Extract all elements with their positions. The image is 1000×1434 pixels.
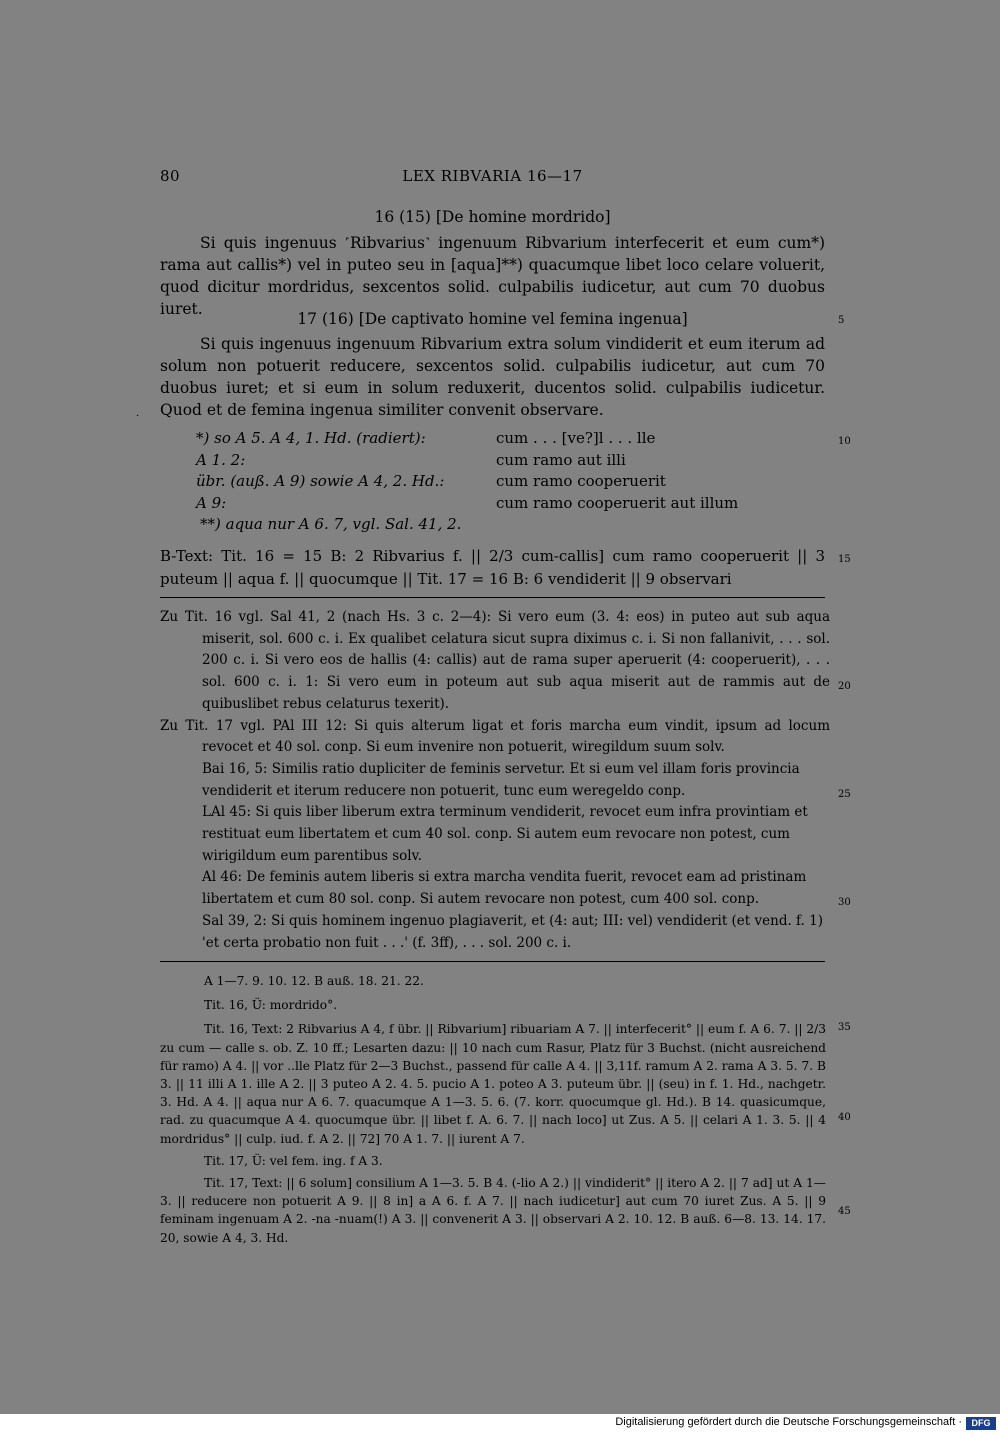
note: LAl 45: Si quis liber liberum extra terminum vendiderit, revocet eum infra provintiam et restituat eum libertatem et cum 40 sol. conp. Si autem eum revocare non potest, cum wirigildum eum parentibus solv. bbox=[202, 804, 808, 864]
note: Zu Tit. 16 vgl. Sal 41, 2 (nach Hs. 3 c. 2—4): Si vero eum (3. 4: eos) in puteo aut sub aqua miserit, sol. 600 c. i. Ex qualibet celatura sicut supra diximus c. i. Si non fallanivit, . . . sol. 200 c. i. Si vero eos de hallis (4: callis) aut de rama super aperuerit (4: cooperuerit), . . . sol. 600 c. i. 1: Si vero eum in poteum aut sub aqua miserit aut de rammis aut de quibuslibet rebus celaturus texerit). bbox=[160, 609, 830, 712]
apparatus-entry: Tit. 16, Ü: mordrido°. bbox=[204, 998, 338, 1013]
apparatus-entry: A 1—7. 9. 10. 12. B auß. 18. 21. 22. bbox=[204, 974, 424, 988]
text-16: Si quis ingenuus ˹Ribvarius˺ ingenuum Ribvarium interfecerit et eum cum*) rama aut callis*) vel in puteo seu in [aqua]**) quacumque libet loco celare voluerit, quod dicitur mordridus, sexcentos solid. culpabilis iudicetur, aut cum 70 duobus iuret. bbox=[160, 234, 825, 318]
variant-row bbox=[160, 514, 825, 536]
variant-right: cum . . . [ve?]l . . . lle bbox=[496, 429, 656, 447]
running-title: LEX RIBVARIA 16—17 bbox=[402, 167, 583, 185]
parallel-notes bbox=[160, 607, 830, 954]
variant-left: übr. (auß. A 9) sowie A 4, 2. Hd.: bbox=[196, 472, 445, 490]
b-text: B-Text: Tit. 16 = 15 B: 2 Ribvarius f. || 2/3 cum-callis] cum ramo cooperuerit || 3 puteum || aqua f. || quocumque || Tit. 17 = 16 B: 6 vendiderit || 9 observari bbox=[160, 547, 825, 588]
divider bbox=[160, 597, 825, 598]
apparatus-entry: Tit. 17, Ü: vel fem. ing. f A 3. bbox=[204, 1153, 383, 1168]
footer-credit: Digitalisierung gefördert durch die Deutsche Forschungsgemeinschaft · bbox=[615, 1416, 962, 1428]
variant-right: cum ramo aut illi bbox=[496, 450, 626, 469]
margin-mark: · bbox=[136, 411, 140, 422]
note: Sal 39, 2: Si quis hominem ingenuo plagiaverit, et (4: aut; III: vel) vendiderit (et vend. f. 1) 'et certa probatio non fuit . . .' (f. 3ff), . . . sol. 200 c. i. bbox=[202, 912, 823, 951]
divider bbox=[160, 961, 825, 962]
note: Al 46: De feminis autem liberis si extra marcha vendita fuerit, revocet eam ad pristinam libertatem et cum 80 sol. conp. Si autem revocare non potest, cum 400 sol. conp. bbox=[202, 869, 807, 908]
variant-row bbox=[160, 450, 825, 472]
line-number: 35 bbox=[838, 1022, 851, 1033]
line-number: 20 bbox=[838, 681, 851, 692]
variant-table bbox=[160, 428, 825, 536]
page-number: 80 bbox=[160, 167, 181, 185]
variant-left: A 9: bbox=[196, 493, 227, 512]
variant-row bbox=[160, 471, 825, 493]
variant-row bbox=[160, 428, 825, 450]
variant-right: cum ramo cooperuerit bbox=[496, 472, 666, 490]
apparatus-entry: Tit. 17, Text: || 6 solum] consilium A 1—3. 5. B 4. (-lio A 2.) || vindiderit° || itero A 2. || 7 ad] ut A 1—3. || reducere non potuerit A 9. || 8 in] a A 6. f. A 7. || nach iudicetur] aut cum 70 iuret Zus. A 5. || 9 feminam ingenuam A 2. -na -nuam(!) A 3. || convenerit A 3. || observari A 2. 10. 12. B auß. 6—8. 13. 14. 17. 20, sowie A 4, 3. Hd. bbox=[160, 1176, 826, 1245]
variant-left: A 1. 2: bbox=[196, 450, 246, 469]
line-number: 45 bbox=[838, 1206, 851, 1217]
line-number: 30 bbox=[838, 897, 851, 908]
line-number: 40 bbox=[838, 1112, 851, 1123]
footer-bar bbox=[0, 1414, 1000, 1434]
dfg-logo: DFG bbox=[966, 1417, 996, 1430]
variant-left: **) aqua nur A 6. 7, vgl. Sal. 41, 2. bbox=[200, 515, 462, 533]
line-number: 10 bbox=[838, 436, 851, 447]
note: Zu Tit. 17 vgl. PAl III 12: Si quis alterum ligat et foris marcha eum vindit, ipsum ad locum revocet et 40 sol. conp. Si eum invenire non potuerit, wiregildum suum solv. bbox=[160, 717, 830, 756]
critical-apparatus bbox=[160, 972, 826, 1251]
variant-right: cum ramo cooperuerit aut illum bbox=[496, 493, 739, 512]
note: Bai 16, 5: Similis ratio dupliciter de feminis servetur. Et si eum vel illam foris provincia vendiderit et iterum reducere non potuerit, tunc eum weregeldo conp. bbox=[202, 760, 800, 799]
variant-row bbox=[160, 493, 825, 515]
line-number: 15 bbox=[838, 554, 851, 565]
title-16: 16 (15) [De homine mordrido] bbox=[374, 208, 611, 226]
apparatus-entry: Tit. 16, Text: 2 Ribvarius A 4, f übr. || Ribvarium] ribuariam A 7. || interfecerit° || eum f. A 6. 7. || 2/3 zu cum — calle s. ob. Z. 10 ff.; Lesarten dazu: || 10 nach cum Rasur, Platz für 3 Buchst. (nicht ausreichend für ramo) A 4. || vor ..lle Platz für 2—3 Buchst., passend für calle A 4. || 3,11f. ramum A 2. rama A 3. 5. 7. B 3. || 11 illi A 1. ille A 2. || 3 puteo A 2. 4. 5. pucio A 1. poteo A 3. puteum übr. || (seu) in f. 1. Hd., nachgetr. 3. Hd. A 4. || aqua nur A 6. 7. quacumque A 1—3. 5. 6. (7. korr. quocumque gl. Hd.). B 14. quasicumque, rad. zu quacumque A 4. quocumque übr. || libet f. A. 6. 7. || nach loco] ut Zus. A 5. || celari A 1. 3. 5. || 4 mordridus° || culp. iud. f. A 2. || 72] 70 A 1. 7. || iurent A 7. bbox=[160, 1022, 826, 1146]
title-17: 17 (16) [De captivato homine vel femina ingenua] bbox=[297, 310, 688, 328]
line-number: 25 bbox=[838, 789, 851, 800]
text-17: Si quis ingenuus ingenuum Ribvarium extra solum vindiderit et eum iterum ad solum non potuerit reducere, sexcentos solid. culpabilis iudicetur, aut cum 70 duobus iuret; et si eum in solum reduxerit, ducentos solid. culpabilis iudicetur. Quod et de femina ingenua similiter convenit observare. bbox=[160, 335, 825, 419]
line-number: 5 bbox=[838, 315, 845, 326]
variant-left: *) so A 5. A 4, 1. Hd. (radiert): bbox=[196, 429, 426, 447]
